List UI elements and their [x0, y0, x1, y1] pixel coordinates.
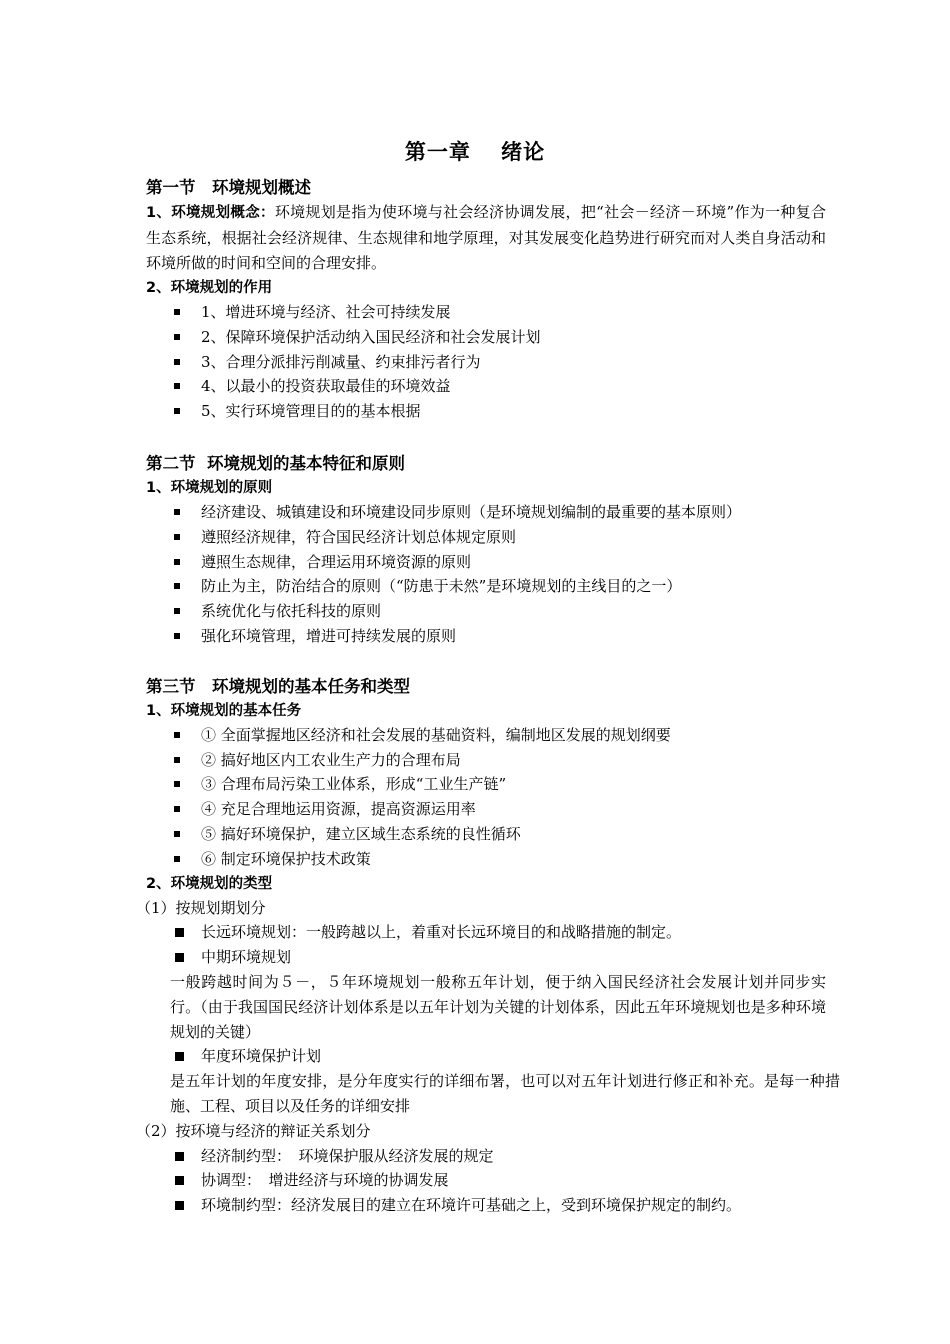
annual-item: 年度环境保护计划	[146, 1044, 826, 1069]
mid-term-item: 中期环境规划	[146, 945, 826, 970]
concept-lead: 1、环境规划概念：	[146, 205, 275, 221]
list-item: 强化环境管理，增进可持续发展的原则	[146, 624, 826, 649]
list-item: 经济建设、城镇建设和环境建设同步原则（是环境规划编制的最重要的基本原则）	[146, 500, 826, 525]
relation-item: 协调型： 增进经济与环境的协调发展	[146, 1168, 826, 1193]
principles-list	[146, 500, 826, 649]
by-period-heading: （1）按规划期划分	[136, 898, 266, 917]
list-item: 遵照生态规律，合理运用环境资源的原则	[146, 550, 826, 575]
tasks-list	[146, 723, 826, 872]
mid-term-description: 一般跨越时间为５－，５年环境规划一般称五年计划，便于纳入国民经济社会发展计划并同步实行。（由于我国国民经济计划体系是以五年计划为关键的计划体系，因此五年环境规划也是多种环境规划的关键）	[170, 972, 826, 1041]
concept-text: 环境规划是指为使环境与社会经济协调发展，把“社会－经济－环境”作为一种复合生态系统，根据社会经济规律、生态规律和地学原理，对其发展变化趋势进行研究而对人类自身活动和环境所做的时间和空间的合理安排。	[146, 203, 827, 272]
list-item: 遵照经济规律，符合国民经济计划总体规定原则	[146, 525, 826, 550]
by-relation-heading: （2）按环境与经济的辩证关系划分	[136, 1121, 371, 1140]
relation-item: 环境制约型：经济发展目的建立在环境许可基础之上，受到环境保护规定的制约。	[146, 1193, 826, 1218]
section-3-title: 第三节 环境规划的基本任务和类型	[146, 676, 410, 696]
chapter-title: 第一章 绪论	[404, 140, 546, 164]
document-body	[136, 176, 840, 1218]
annual-description: 是五年计划的年度安排，是分年度实行的详细布署，也可以对五年计划进行修正和补充。是每一种措施、工程、项目以及任务的详细安排	[170, 1072, 840, 1115]
section-spacer	[146, 649, 826, 675]
list-item: 4、以最小的投资获取最佳的环境效益	[146, 374, 826, 399]
list-item: ② 搞好地区内工农业生产力的合理布局	[146, 748, 826, 773]
section-2-title: 第二节 环境规划的基本特征和原则	[146, 453, 405, 473]
list-item: ① 全面掌握地区经济和社会发展的基础资料，编制地区发展的规划纲要	[146, 723, 826, 748]
long-term-item: 长远环境规划：一般跨越以上，着重对长远环境目的和战略措施的制定。	[146, 920, 826, 945]
section-spacer	[146, 424, 826, 452]
list-item: ④ 充足合理地运用资源，提高资源运用率	[146, 797, 826, 822]
section-1-title: 第一节 环境规划概述	[146, 178, 311, 197]
list-item: ⑤ 搞好环境保护，建立区域生态系统的良性循环	[146, 822, 826, 847]
list-item: 防止为主，防治结合的原则（“防患于未然”是环境规划的主线目的之一）	[146, 574, 826, 599]
list-item: 系统优化与依托科技的原则	[146, 599, 826, 624]
concept-paragraph	[146, 200, 826, 276]
list-item: 1、增进环境与经济、社会可持续发展	[146, 300, 826, 325]
principles-heading: 1、环境规划的原则	[146, 479, 273, 496]
role-heading: 2、环境规划的作用	[146, 280, 273, 296]
list-item: ⑥ 制定环境保护技术政策	[146, 847, 826, 872]
tasks-heading: 1、环境规划的基本任务	[146, 702, 302, 719]
list-item: ③ 合理布局污染工业体系，形成“工业生产链”	[146, 772, 826, 797]
list-item: 5、实行环境管理目的的基本根据	[146, 399, 826, 424]
role-list	[146, 300, 826, 424]
types-heading: 2、环境规划的类型	[146, 875, 273, 892]
relation-item: 经济制约型： 环境保护服从经济发展的规定	[146, 1144, 826, 1169]
list-item: 2、保障环境保护活动纳入国民经济和社会发展计划	[146, 325, 826, 350]
list-item: 3、合理分派排污削减量、约束排污者行为	[146, 350, 826, 375]
